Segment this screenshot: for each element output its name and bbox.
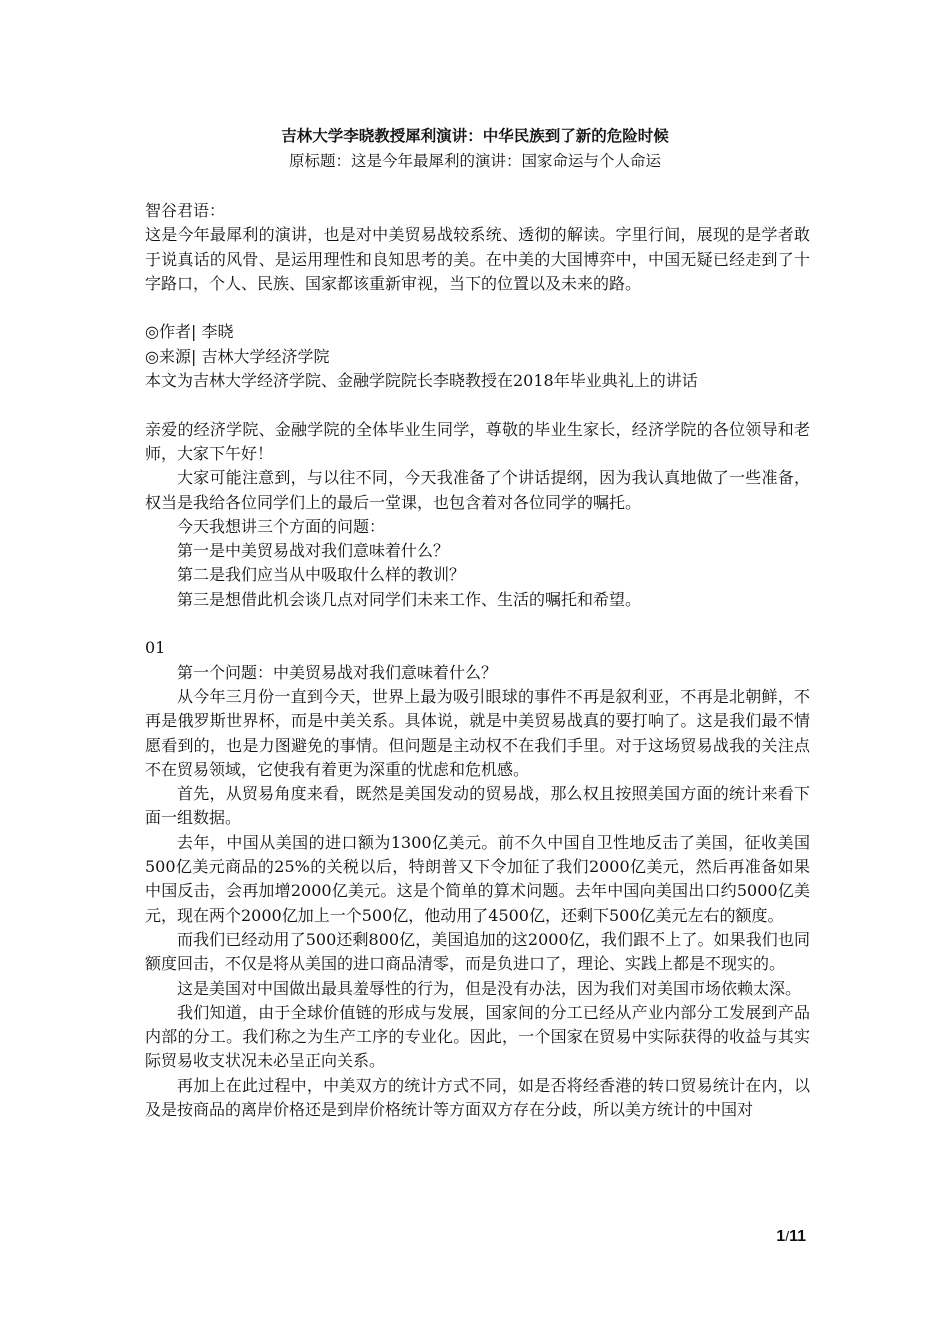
- section-number: 01: [145, 638, 166, 658]
- intro-heading: 智谷君语：: [145, 201, 226, 220]
- paragraph: 首先，从贸易角度来看，既然是美国发动的贸易战，那么权且按照美国方面的统计来看下面一组数据。: [145, 784, 810, 828]
- speech-note: 本文为吉林大学经济学院、金融学院院长李晓教授在2018年毕业典礼上的讲话: [145, 371, 698, 391]
- page-current: 1: [776, 1228, 786, 1245]
- intro-text: 这是今年最犀利的演讲，也是对中美贸易战较系统、透彻的解读。字里行间，展现的是学者敢于说真话的风骨、是运用理性和良知思考的美。在中美的大国博弈中，中国无疑已经走到了十字路口，个人、民族、国家都该重新审视，当下的位置以及未来的路。: [145, 225, 810, 293]
- paragraph: 今天我想讲三个方面的问题：: [177, 516, 386, 536]
- paragraph: 再加上在此过程中，中美双方的统计方式不同，如是否将经香港的转口贸易统计在内，以及是按商品的离岸价格还是到岸价格统计等方面双方存在分歧，所以美方统计的中国对: [145, 1075, 810, 1119]
- greeting-paragraph: 亲爱的经济学院、金融学院的全体毕业生同学，尊敬的毕业生家长，经济学院的各位领导和老师，大家下午好！: [145, 419, 810, 463]
- page-total: 11: [789, 1228, 806, 1245]
- paragraph: 从今年三月份一直到今天，世界上最为吸引眼球的事件不再是叙利亚，不再是北朝鲜，不再是俄罗斯世界杯，而是中美关系。具体说，就是中美贸易战真的要打响了。这是我们最不情愿看到的，也是力图避免的事情。但问题是主动权不在我们手里。对于这场贸易战我的关注点不在贸易领域，它使我有着更为深重的忧虑和危机感。: [145, 686, 810, 779]
- section-heading: 第一个问题：中美贸易战对我们意味着什么？: [177, 662, 498, 682]
- paragraph: 这是美国对中国做出最具羞辱性的行为，但是没有办法，因为我们对美国市场依赖太深。: [177, 978, 802, 998]
- document-body: [145, 199, 810, 1122]
- paragraph: 我们知道，由于全球价值链的形成与发展，国家间的分工已经从产业内部分工发展到产品内部的分工。我们称之为生产工序的专业化。因此，一个国家在贸易中实际获得的收益与其实际贸易收支状况未必呈正向关系。: [145, 1002, 810, 1071]
- paragraph: 大家可能注意到，与以往不同，今天我准备了个讲话提纲，因为我认真地做了一些准备，权当是我给各位同学们上的最后一堂课，也包含着对各位同学的嘱托。: [145, 468, 810, 512]
- author-line: ◎作者| 李晓: [145, 322, 234, 342]
- paragraph: 去年，中国从美国的进口额为1300亿美元。前不久中国自卫性地反击了美国，征收美国500亿美元商品的25%的关税以后，特朗普又下令加征了我们2000亿美元，然后再准备如果中国反击，会再加增2000亿美元。这是个简单的算术问题。去年中国向美国出口约5000亿美元，现在两个2000亿加上一个500亿，他动用了4500亿，还剩下500亿美元左右的额度。: [145, 832, 810, 925]
- source-line: ◎来源| 吉林大学经济学院: [145, 346, 330, 366]
- document-subtitle: 原标题：这是今年最犀利的演讲：国家命运与个人命运: [288, 152, 661, 170]
- question-item-1: 第一是中美贸易战对我们意味着什么？: [177, 541, 450, 561]
- paragraph: 而我们已经动用了500还剩800亿，美国追加的这2000亿，我们跟不上了。如果我们也同额度回击，不仅是将从美国的进口商品清零，而是负进口了，理论、实践上都是不现实的。: [145, 929, 810, 974]
- document-title: 吉林大学李晓教授犀利演讲：中华民族到了新的危险时候: [281, 127, 669, 145]
- question-item-2: 第二是我们应当从中吸取什么样的教训？: [177, 565, 466, 585]
- page-separator: /: [785, 1228, 790, 1244]
- question-item-3: 第三是想借此机会谈几点对同学们未来工作、生活的嘱托和希望。: [177, 589, 642, 609]
- page-number: [0, 1226, 806, 1247]
